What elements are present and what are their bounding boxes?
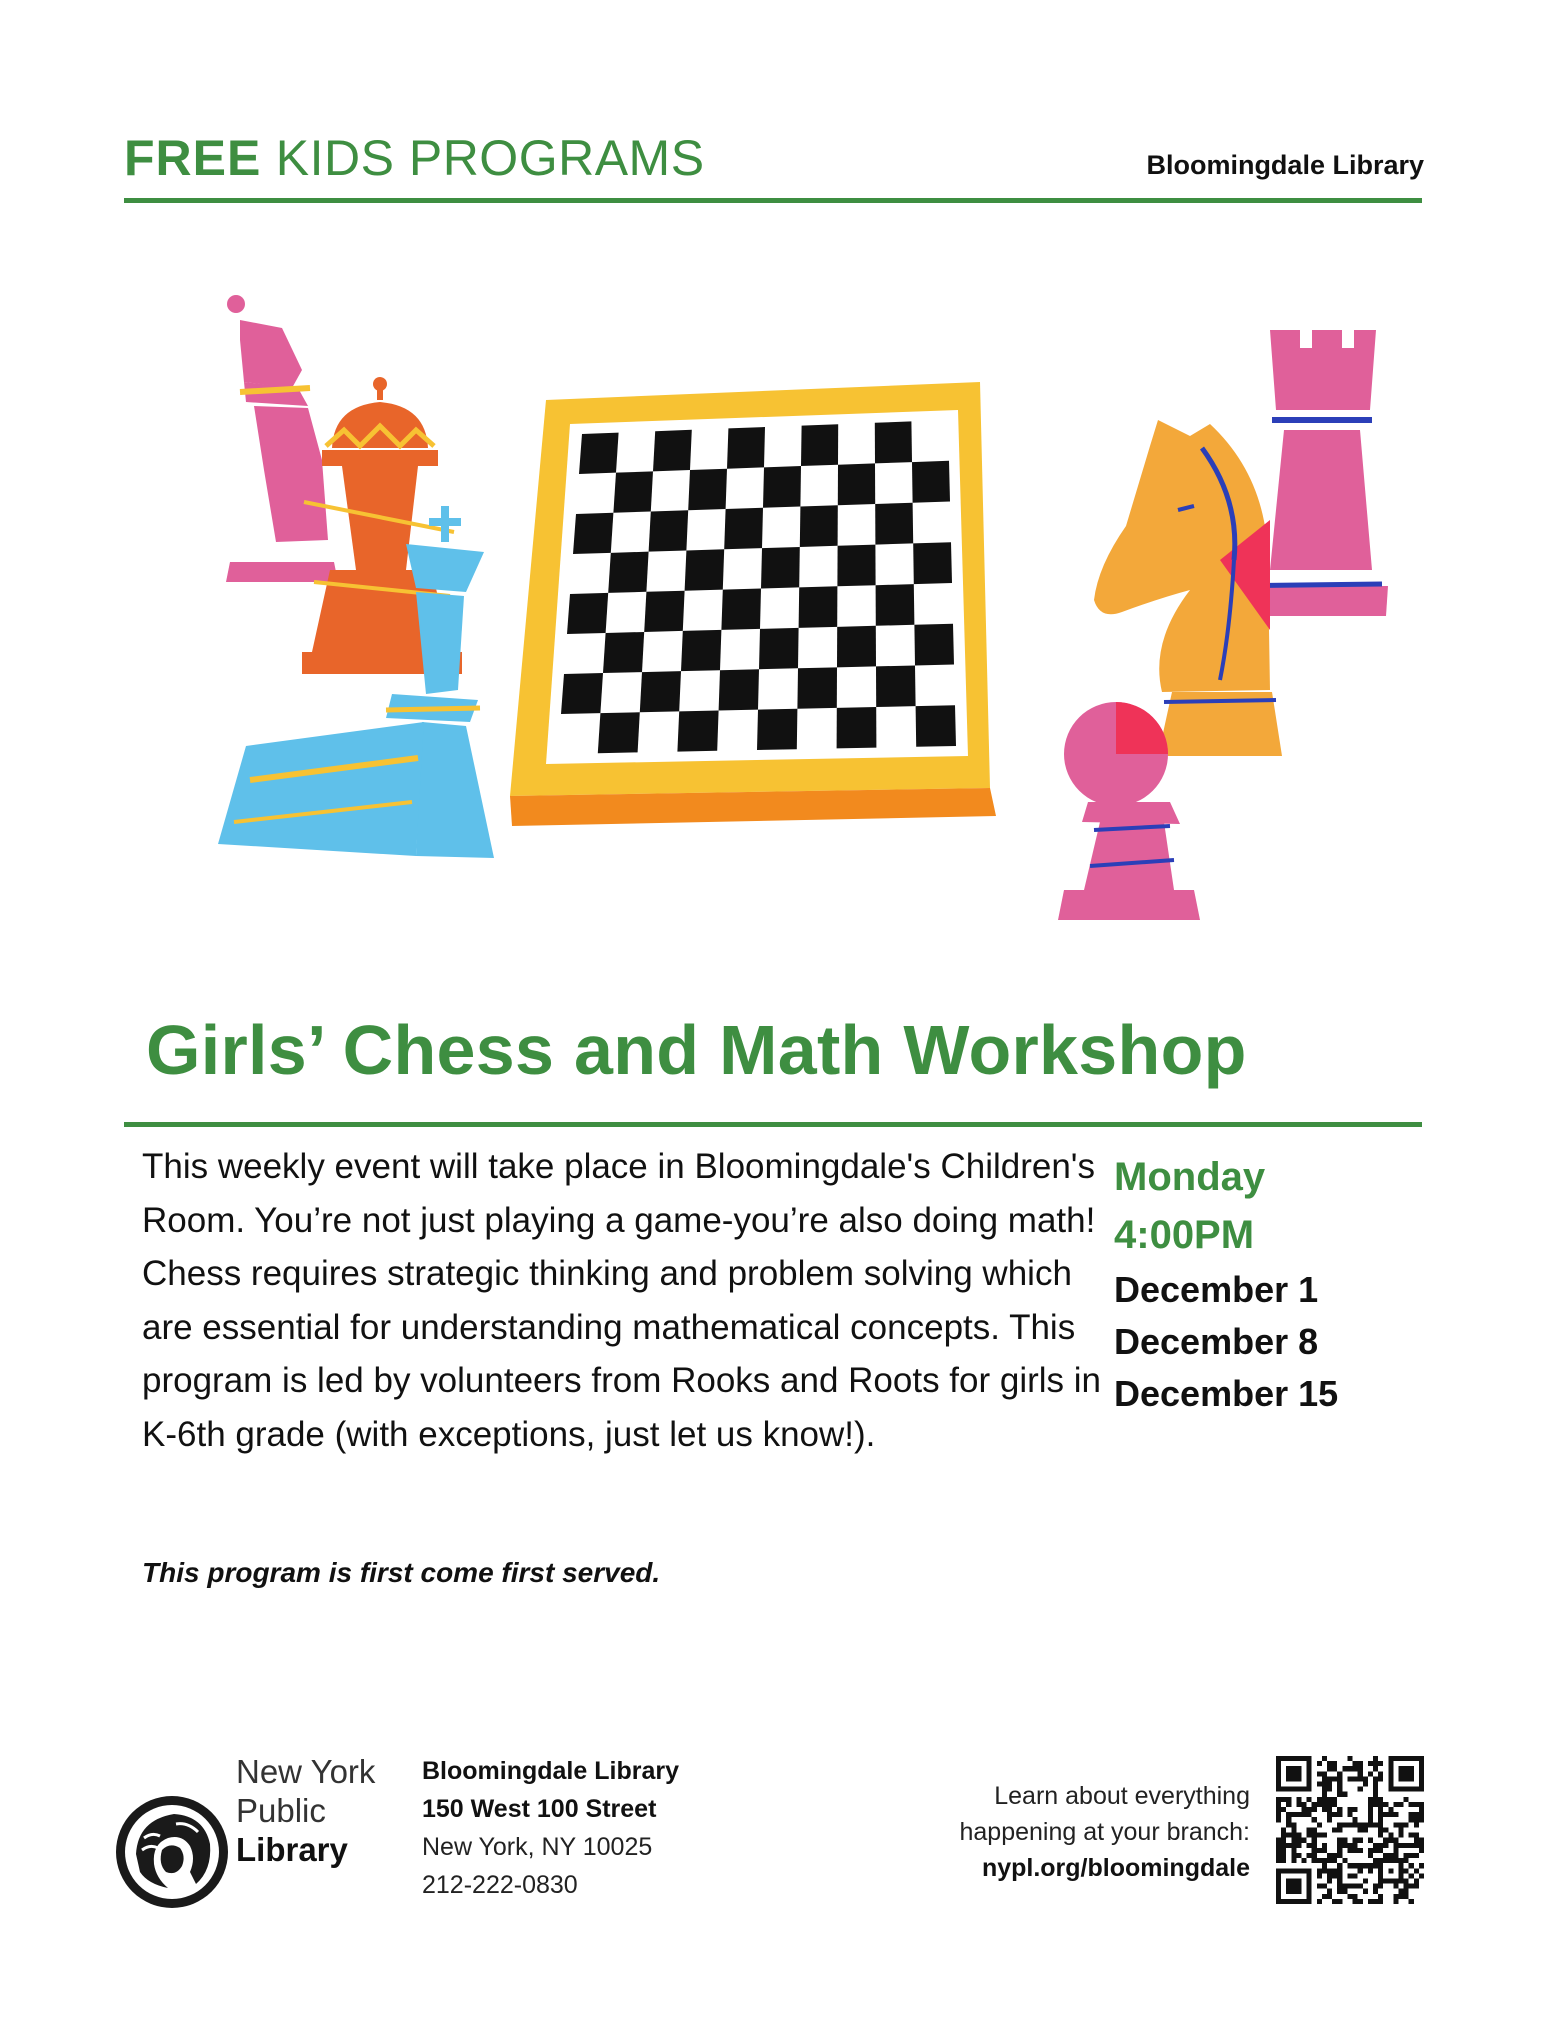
chessboard-square (757, 709, 797, 750)
chessboard-square (797, 667, 837, 708)
free-label: FREE (124, 130, 262, 186)
address-phone: 212-222-0830 (422, 1871, 578, 1899)
learn-more-line: happening at your branch: (959, 1818, 1250, 1846)
chessboard-square (799, 586, 838, 628)
address-city: New York, NY 10025 (422, 1833, 653, 1861)
address-branch-name: Bloomingdale Library (422, 1757, 679, 1785)
chessboard-square (719, 669, 759, 710)
chessboard-square (721, 589, 761, 630)
chessboard-square (653, 430, 692, 472)
chessboard-square (598, 712, 640, 753)
chessboard-square (875, 421, 912, 463)
wordmark-line: Library (236, 1831, 348, 1868)
chessboard-square (603, 632, 644, 673)
chessboard-square (724, 508, 763, 550)
chessboard-square (640, 671, 681, 712)
wordmark-line: Public (236, 1792, 326, 1829)
chessboard-square (727, 427, 765, 469)
chessboard-square (608, 552, 648, 593)
nypl-lion-logo-icon (112, 1792, 232, 1912)
chessboard-square (649, 510, 689, 551)
schedule-day: Monday (1114, 1155, 1266, 1199)
chessboard-square (688, 469, 727, 511)
chessboard-square (838, 463, 875, 505)
chessboard-square (837, 545, 875, 587)
chessboard-icon (510, 382, 996, 826)
nypl-wordmark (236, 1752, 375, 1869)
chessboard-square (761, 547, 800, 589)
qr-code-icon[interactable] (1276, 1756, 1424, 1904)
chess-illustration (210, 270, 1450, 950)
chessboard-square (800, 505, 838, 547)
chessboard-square (561, 673, 603, 714)
chessboard-square (567, 593, 608, 634)
chessboard-square (685, 549, 725, 590)
chessboard-square (681, 630, 721, 671)
chessboard-square (579, 433, 619, 474)
title-divider (124, 1122, 1422, 1127)
chessboard-square (837, 707, 877, 748)
branch-address (422, 1752, 679, 1904)
learn-more-line: Learn about everything (994, 1782, 1250, 1810)
schedule-time: 4:00PM (1114, 1213, 1255, 1257)
chessboard-square (573, 513, 613, 554)
chessboard-square (613, 471, 653, 512)
chessboard-square (644, 591, 684, 632)
chessboard-square (763, 466, 801, 508)
schedule-date: December 8 (1114, 1321, 1319, 1362)
chessboard-square (837, 626, 876, 668)
program-category (124, 128, 705, 188)
chessboard-square (875, 503, 913, 545)
first-come-note: This program is first come first served. (142, 1557, 661, 1588)
branch-url-link[interactable]: nypl.org/bloomingdale (981, 1854, 1250, 1882)
chessboard-square (801, 424, 838, 466)
learn-more (960, 1778, 1251, 1886)
schedule-date: December 15 (1114, 1373, 1339, 1414)
chessboard-square (876, 584, 915, 626)
event-description: This weekly event will take place in Bloomingdale's Children's Room. You’re not just playing a game-you’re also doing math! Chess requires strategic thinking and problem solving which are essential for understanding mathematical concepts. This program is led by volunteers from Rooks and Roots for girls in K-6th grade (with exceptions, just let us know!). (142, 1147, 1102, 1454)
address-street: 150 West 100 Street (422, 1795, 657, 1823)
chessboard-square (914, 624, 954, 666)
chess-bishop-icon (226, 295, 338, 582)
wordmark-line: New York (236, 1753, 376, 1790)
chessboard-square (677, 711, 718, 752)
chessboard-square (916, 705, 956, 747)
header-branch-name: Bloomingdale Library (1146, 150, 1424, 180)
chessboard-square (759, 628, 799, 669)
chessboard-square (913, 542, 952, 584)
chessboard-square (876, 665, 916, 707)
program-type-label: KIDS PROGRAMS (261, 130, 705, 186)
event-title: Girls’ Chess and Math Workshop (146, 1011, 1247, 1089)
header-divider (124, 198, 1422, 203)
schedule-date: December 1 (1114, 1269, 1319, 1310)
chessboard-square (912, 461, 950, 503)
event-schedule (1114, 1148, 1414, 1420)
